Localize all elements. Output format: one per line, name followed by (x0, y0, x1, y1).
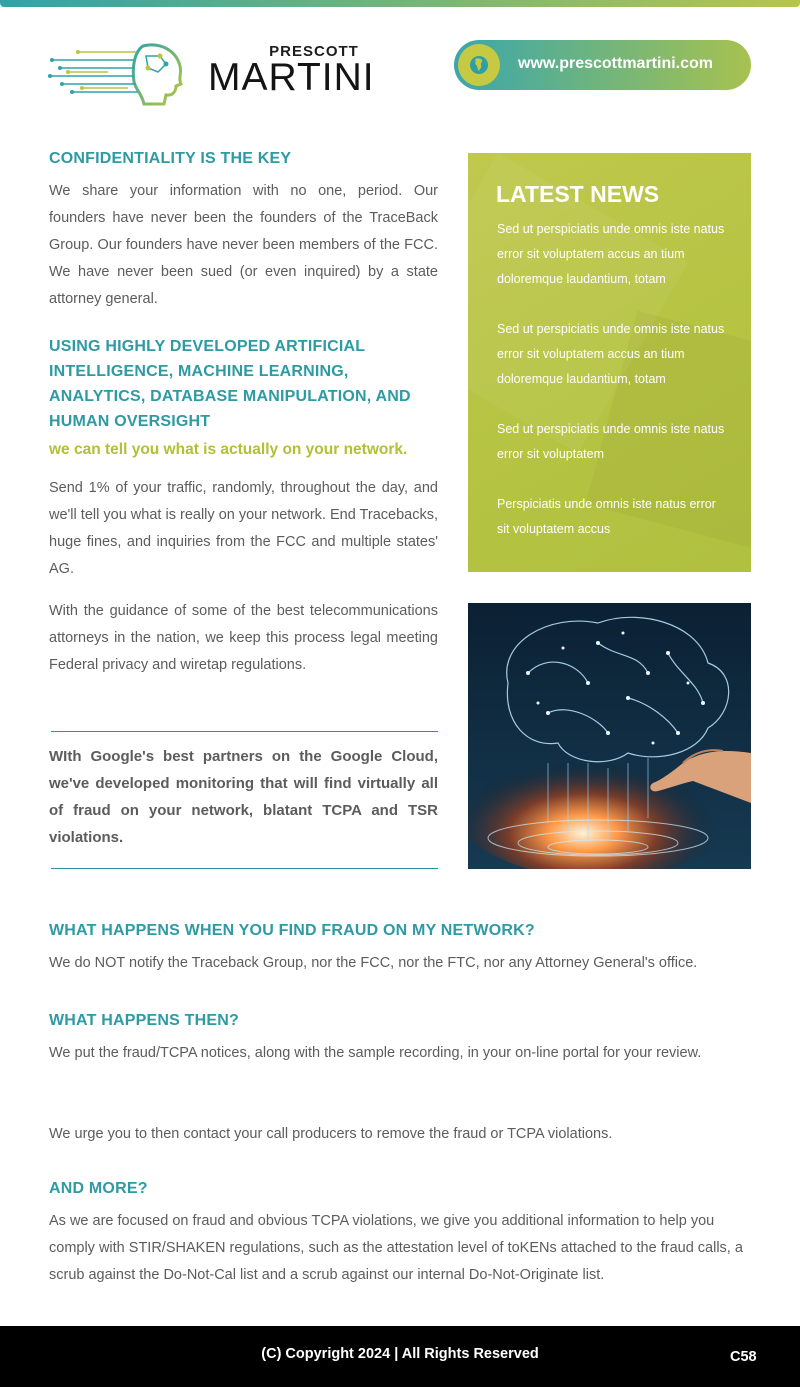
confidentiality-heading: CONFIDENTIALITY IS THE KEY (49, 150, 292, 167)
brand-name-big: MARTINI (208, 56, 375, 99)
fraud-heading: WHAT HAPPENS WHEN YOU FIND FRAUD ON MY NETWORK? (49, 922, 535, 939)
more-heading: AND MORE? (49, 1180, 148, 1197)
ai-head-logo-icon (48, 38, 188, 108)
news-item[interactable]: Sed ut perspiciatis unde omnis iste natus error sit voluptatem (497, 422, 725, 461)
ai-subheading: we can tell you what is actually on your network. (49, 441, 408, 458)
latest-news-panel (468, 153, 751, 572)
divider-bottom (51, 868, 438, 869)
ai-body-2: With the guidance of some of the best telecommunications attorneys in the nation, we keep this process legal meeting Federal privacy and wiretap regulations. (49, 603, 438, 673)
website-url[interactable]: www.prescottmartini.com (518, 55, 713, 72)
globe-icon (469, 55, 489, 75)
copyright-text: (C) Copyright 2024 | All Rights Reserved (261, 1346, 539, 1362)
fraud-body: We do NOT notify the Traceback Group, nor the FCC, nor the FTC, nor any Attorney General's office. (49, 955, 698, 971)
footer-code: C58 (730, 1349, 757, 1365)
globe-icon-circle (458, 44, 500, 86)
brand-logo[interactable] (48, 38, 388, 108)
ai-heading: USING HIGHLY DEVELOPED ARTIFICIAL INTELLIGENCE, MACHINE LEARNING, ANALYTICS, DATABASE MANIPULATION, AND HUMAN OVERSIGHT (49, 338, 411, 430)
divider-top (51, 731, 438, 732)
then-heading: WHAT HAPPENS THEN? (49, 1012, 239, 1029)
top-accent-bar (0, 0, 800, 7)
website-link-button[interactable] (454, 40, 751, 90)
more-body: As we are focused on fraud and obvious TCPA violations, we give you additional information to help you comply with STIR/SHAKEN regulations, such as the attestation level of toKENs attached to the fraud calls, a scrub against the Do-Not-Cal list and a scrub against our internal Do-Not-Originate list. (49, 1213, 743, 1283)
ai-body-1: Send 1% of your traffic, randomly, throughout the day, and we'll tell you what is really on your network. End Tracebacks, huge fines, and inquiries from the FCC and multiple states' AG. (49, 480, 438, 577)
then-body-1: We put the fraud/TCPA notices, along with the sample recording, in your on-line portal for your review. (49, 1045, 702, 1061)
brand-name-small: PRESCOTT (269, 43, 359, 60)
news-item[interactable]: Perspiciatis unde omnis iste natus error sit voluptatem accus (497, 497, 716, 536)
footer (0, 1326, 800, 1387)
news-item[interactable]: Sed ut perspiciatis unde omnis iste natus error sit voluptatem accus an tium doloremque laudantium, totam (497, 322, 725, 386)
confidentiality-body: We share your information with no one, period. Our founders have never been the founders of the TraceBack Group. Our founders have never been members of the FCC. We have never been sued (or even inquired) by a state attorney general. (49, 183, 438, 307)
news-item[interactable]: Sed ut perspiciatis unde omnis iste natus error sit voluptatem accus an tium doloremque laudantium, totam (497, 222, 725, 286)
latest-news-title: LATEST NEWS (496, 181, 660, 207)
ai-brain-hand-image (468, 603, 751, 869)
then-body-2: We urge you to then contact your call producers to remove the fraud or TCPA violations. (49, 1126, 613, 1142)
callout-text: WIth Google's best partners on the Google Cloud, we've developed monitoring that will find virtually all of fraud on your network, blatant TCPA and TSR violations. (49, 748, 438, 846)
